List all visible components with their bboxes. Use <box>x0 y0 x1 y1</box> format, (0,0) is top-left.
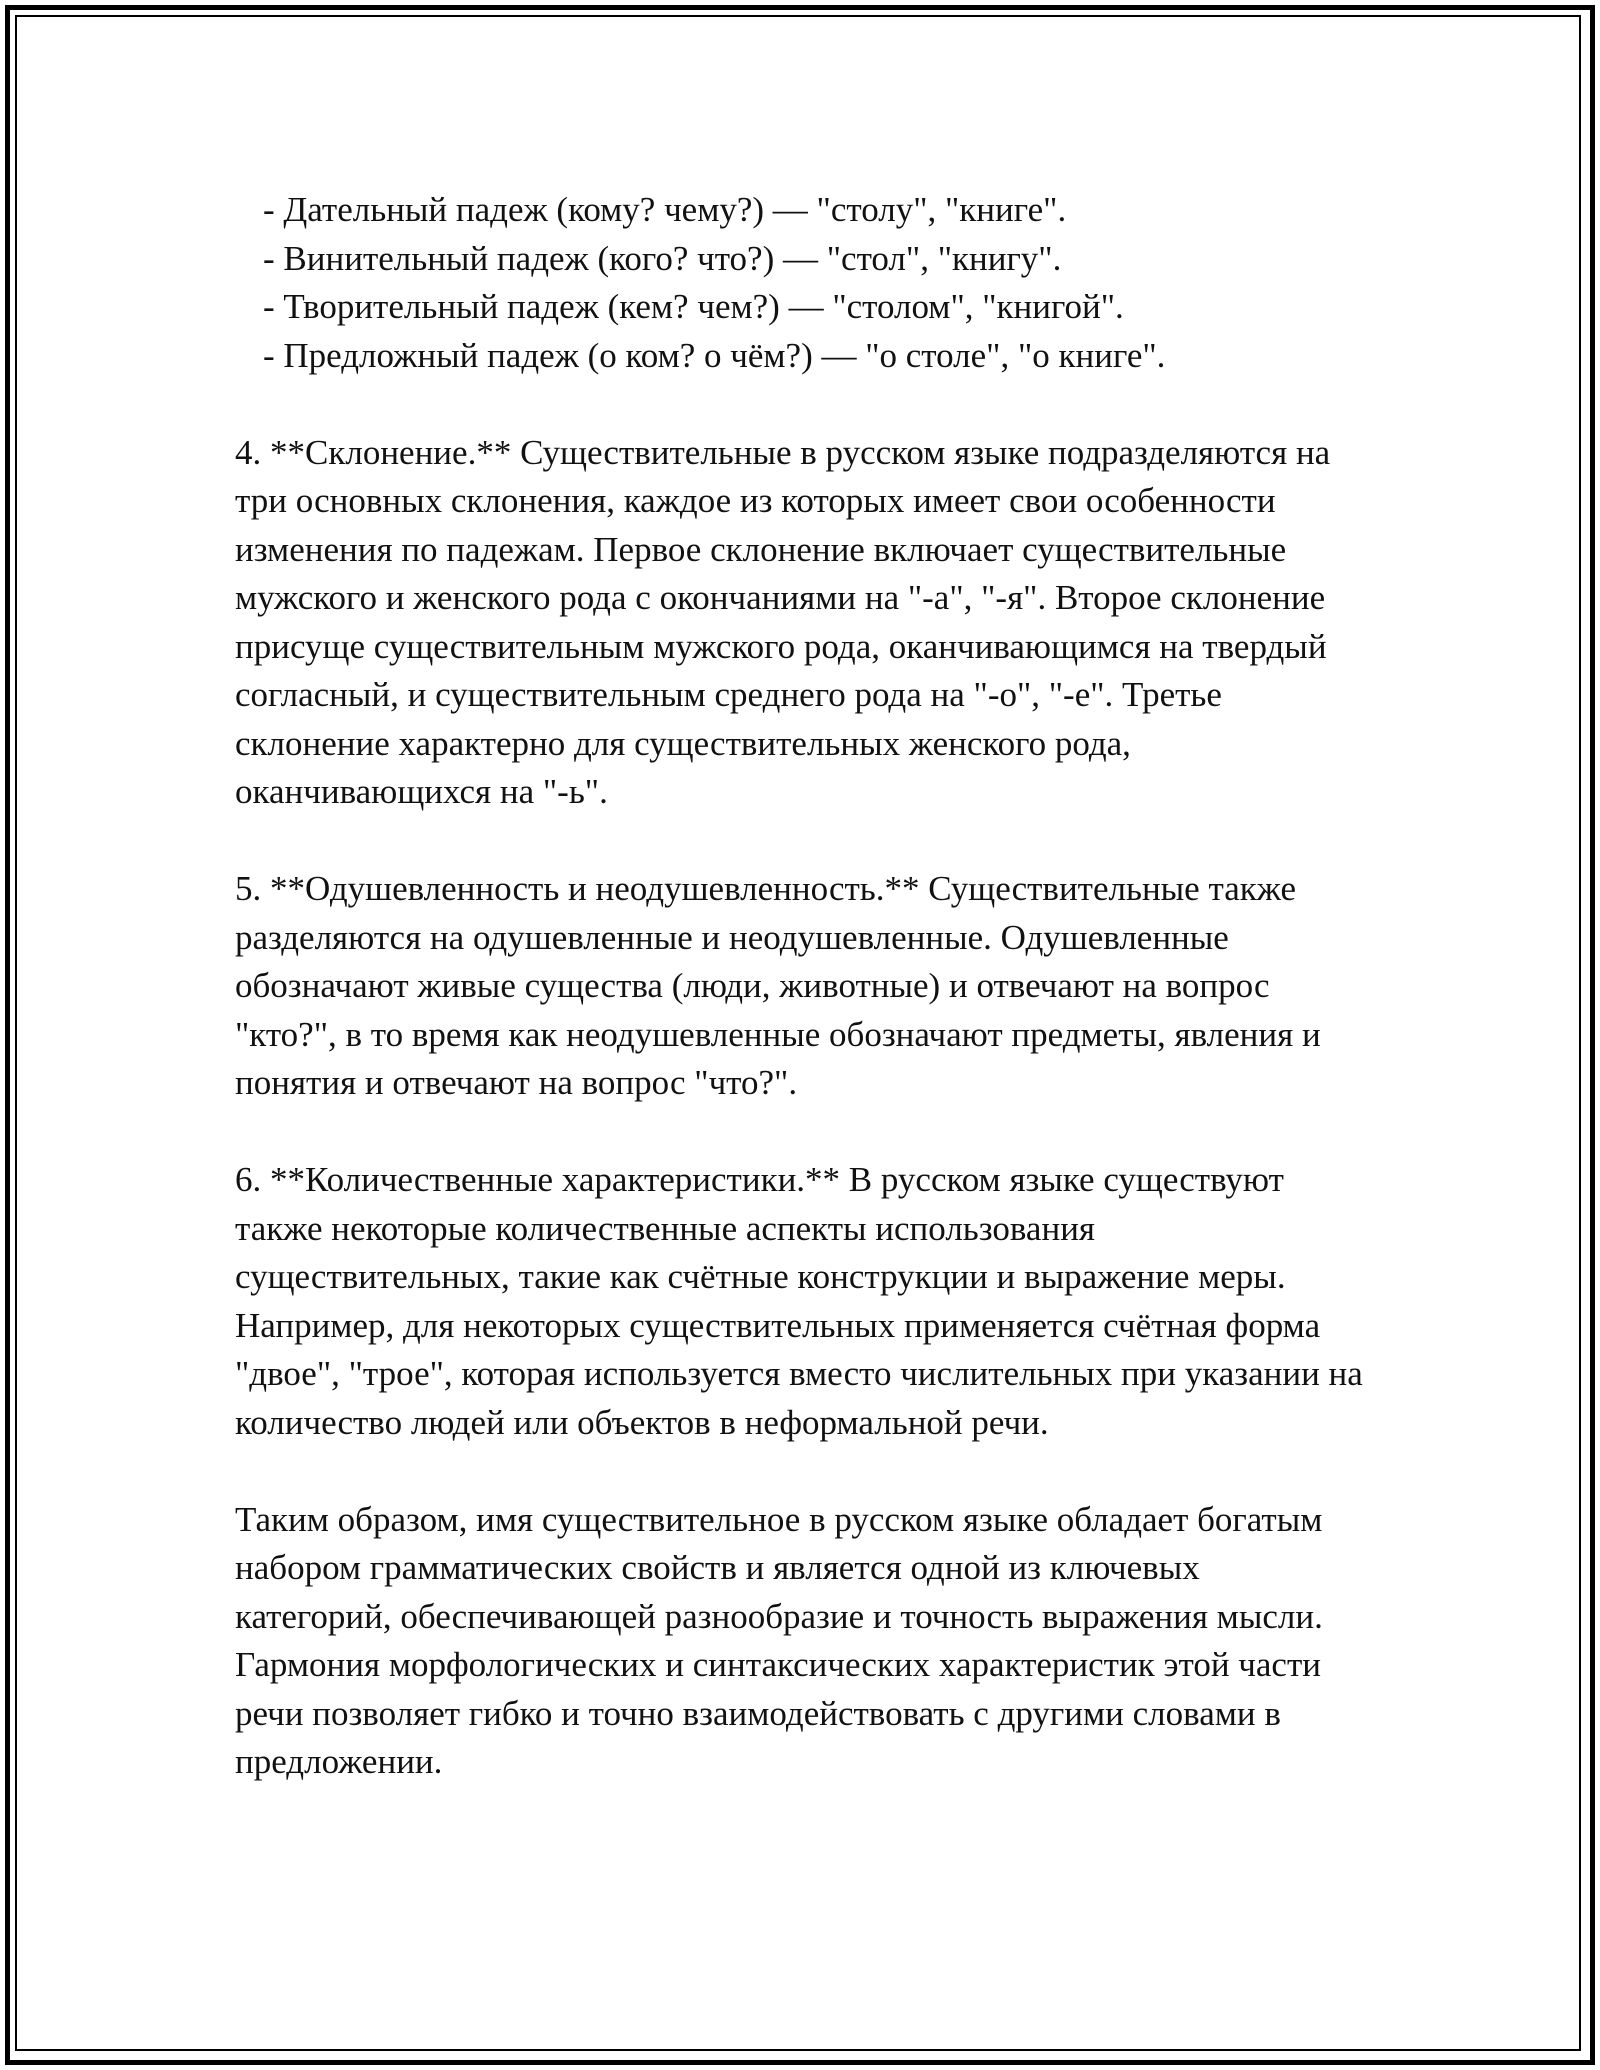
case-list <box>235 186 1365 380</box>
paragraph-quantitative: 6. **Количественные характеристики.** В русском языке существуют также некоторые количественные аспекты использования существительных, такие как счётные конструкции и выражение меры. Например, для некоторых существительных применяется счётная форма "двое", "трое", которая используется вместо числительных при указании на количество людей или объектов в неформальной речи. <box>235 1160 1363 1442</box>
paragraph-declension: 4. **Склонение.** Существительные в русском языке подразделяются на три основных склонения, каждое из которых имеет свои особенности изменения по падежам. Первое склонение включает существительные мужского и женского рода с окончаниями на "-а", "-я". Второе склонение присуще существительным мужского рода, оканчивающимся на твердый согласный, и существительным среднего рода на "-о", "-е". Третье склонение характерно для существительных женского рода, оканчивающихся на "-ь". <box>235 432 1331 811</box>
case-item-prepositional: - Предложный падеж (о ком? о чём?) — "о столе", "о книге". <box>263 335 1166 375</box>
paragraph-animacy: 5. **Одушевленность и неодушевленность.** Существительные также разделяются на одушевленные и неодушевленные. Одушевленные обозначают живые существа (люди, животные) и отвечают на вопрос "кто?", в то время как неодушевленные обозначают предметы, явления и понятия и отвечают на вопрос "что?". <box>235 869 1321 1102</box>
paragraph-conclusion: Таким образом, имя существительное в русском языке обладает богатым набором грамматических свойств и является одной из ключевых категорий, обеспечивающей разнообразие и точность выражения мысли. Гармония морфологических и синтаксических характеристик этой части речи позволяет гибко и точно взаимодействовать с другими словами в предложении. <box>235 1499 1323 1781</box>
case-item-dative: - Дательный падеж (кому? чему?) — "столу", "книге". <box>263 190 1067 229</box>
document-body <box>235 186 1365 1787</box>
case-item-instrumental: - Творительный падеж (кем? чем?) — "столом", "книгой". <box>263 287 1124 326</box>
case-item-accusative: - Винительный падеж (кого? что?) — "стол", "книгу". <box>263 238 1062 278</box>
